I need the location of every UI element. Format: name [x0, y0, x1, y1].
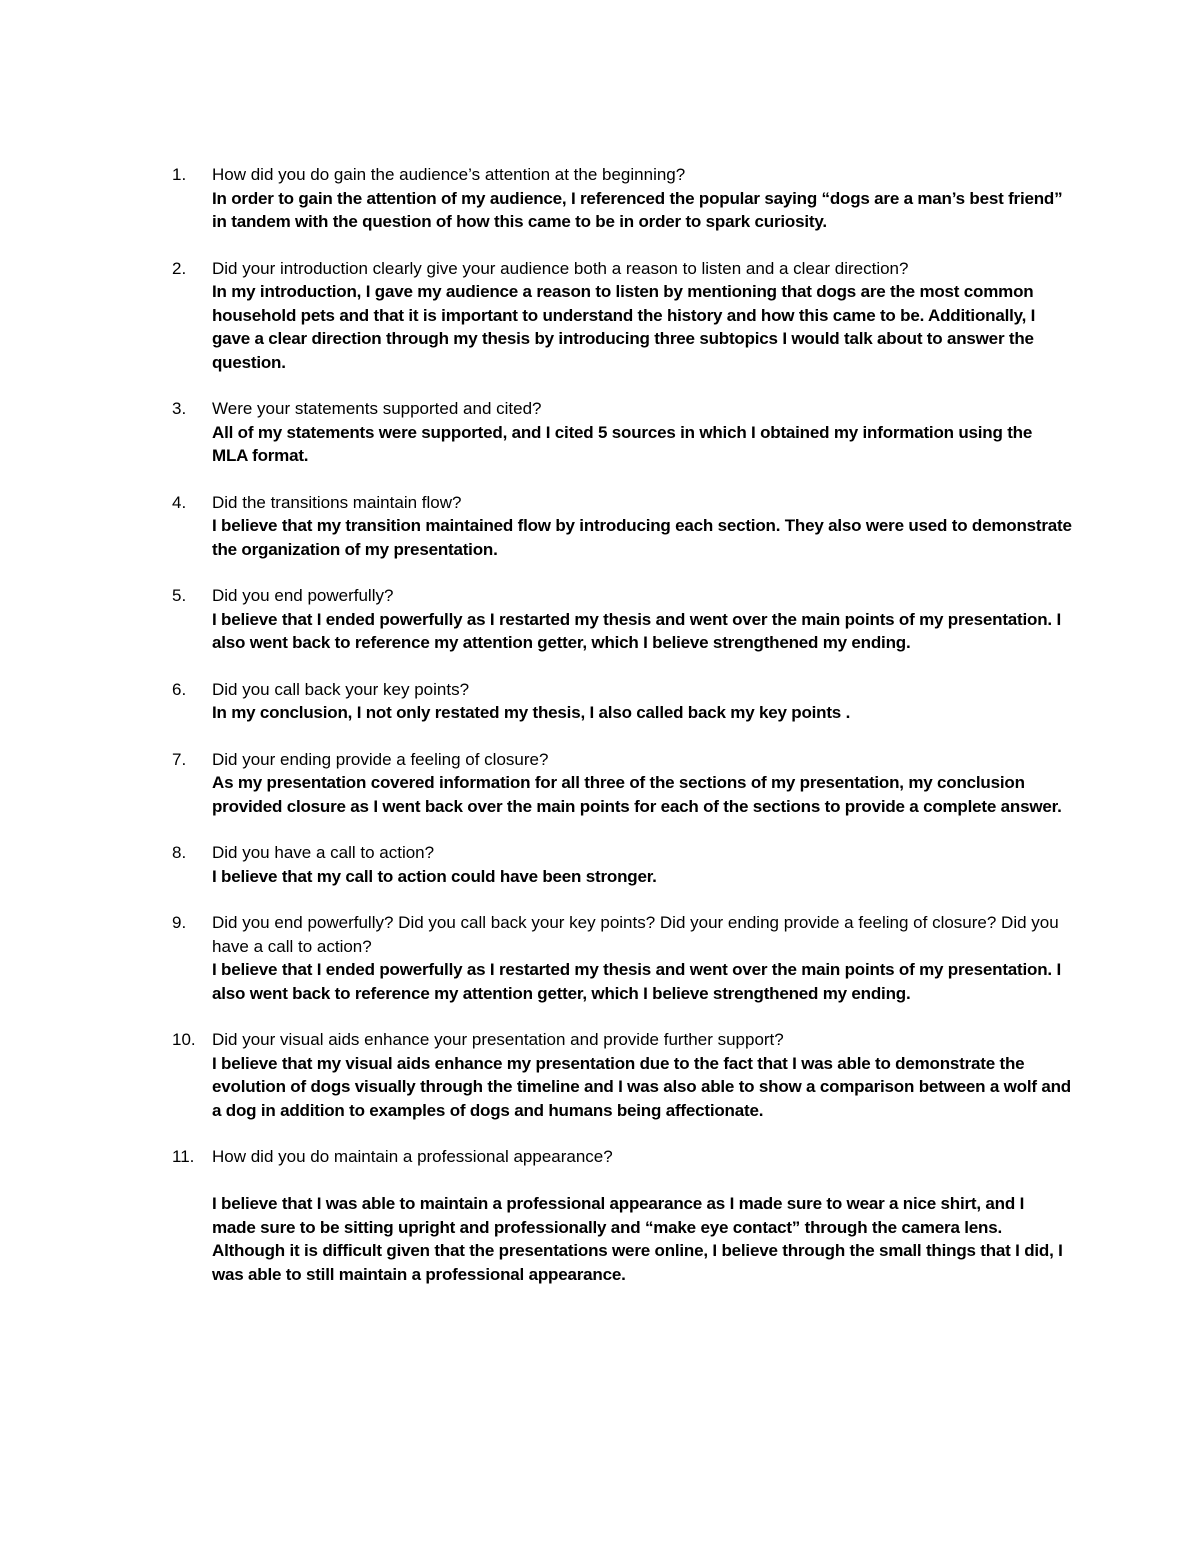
- item-number: 3.: [172, 399, 187, 418]
- list-item: [172, 1028, 1072, 1122]
- list-item: [172, 1145, 1072, 1286]
- item-number: 5.: [172, 586, 187, 605]
- list-item: [172, 491, 1072, 562]
- question-text: Did you call back your key points?: [212, 679, 470, 699]
- answer-text: I believe that I was able to maintain a professional appearance as I made sure to wear a nice shirt, and I made sure to be sitting upright and professionally and “make eye contact” through the camera lens. Although it is difficult given that the presentations were online, I believe through the small things that I did, I was able to still maintain a professional appearance.: [212, 1194, 1063, 1284]
- answer-text: In my conclusion, I not only restated my thesis, I also called back my key points .: [212, 703, 851, 722]
- list-item: [172, 841, 1072, 888]
- item-number: 11.: [172, 1147, 195, 1166]
- answer-text: I believe that I ended powerfully as I restarted my thesis and went over the main points of my presentation. I also went back to reference my attention getter, which I believe strengthened my ending.: [212, 960, 1061, 1003]
- question-text: Did you end powerfully?: [212, 586, 394, 605]
- question-text: How did you do maintain a professional appearance?: [212, 1147, 613, 1166]
- answer-text: I believe that my visual aids enhance my presentation due to the fact that I was able to demonstrate the evolution of dogs visually through the timeline and I was also able to show a comparison between a wolf and a dog in addition to examples of dogs and humans being affectionate.: [212, 1053, 1071, 1120]
- question-text: Did you have a call to action?: [212, 843, 435, 862]
- item-number: 7.: [172, 749, 187, 769]
- question-text: Did your visual aids enhance your presentation and provide further support?: [212, 1030, 784, 1049]
- answer-text: In my introduction, I gave my audience a reason to listen by mentioning that dogs are the most common household pets and that it is important to understand the history and how this came to be. Additionally, I gave a clear direction through my thesis by introducing three subtopics I would talk about to answer the question.: [212, 282, 1036, 372]
- question-text: Did the transitions maintain flow?: [212, 492, 462, 512]
- item-number: 10.: [172, 1030, 196, 1049]
- question-text: Did your introduction clearly give your audience both a reason to listen and a clear direction?: [212, 258, 909, 278]
- question-answer-list: [172, 163, 1072, 1309]
- answer-text: All of my statements were supported, and I cited 5 sources in which I obtained my information using the MLA format.: [212, 422, 1033, 465]
- item-number: 2.: [172, 258, 187, 278]
- answer-text: I believe that my call to action could have been stronger.: [212, 866, 657, 886]
- answer-text: I believe that my transition maintained flow by introducing each section. They also were used to demonstrate the organization of my presentation.: [212, 516, 1072, 559]
- question-text: Did your ending provide a feeling of closure?: [212, 749, 549, 769]
- list-item: [172, 163, 1072, 234]
- item-number: 1.: [172, 165, 187, 184]
- list-item: [172, 678, 1072, 725]
- question-text: Were your statements supported and cited?: [212, 399, 542, 418]
- list-item: [172, 748, 1072, 819]
- item-number: 6.: [172, 679, 187, 699]
- list-item: [172, 397, 1072, 468]
- list-item: [172, 257, 1072, 375]
- list-item: [172, 584, 1072, 655]
- item-number: 4.: [172, 492, 187, 512]
- item-number: 8.: [172, 843, 187, 862]
- answer-text: I believe that I ended powerfully as I restarted my thesis and went over the main points of my presentation. I also went back to reference my attention getter, which I believe strengthened my ending.: [212, 609, 1061, 652]
- question-text: How did you do gain the audience’s attention at the beginning?: [212, 165, 686, 184]
- question-text: Did you end powerfully? Did you call back your key points? Did your ending provide a feeling of closure? Did you have a call to action?: [212, 913, 1059, 956]
- item-number: 9.: [172, 913, 187, 932]
- answer-text: As my presentation covered information for all three of the sections of my presentation, my conclusion provided closure as I went back over the main points for each of the sections to provide a complete answer.: [212, 773, 1062, 816]
- answer-text: In order to gain the attention of my audience, I referenced the popular saying “dogs are a man’s best friend” in tandem with the question of how this came to be in order to spark curiosity.: [212, 188, 1063, 231]
- list-item: [172, 911, 1072, 1005]
